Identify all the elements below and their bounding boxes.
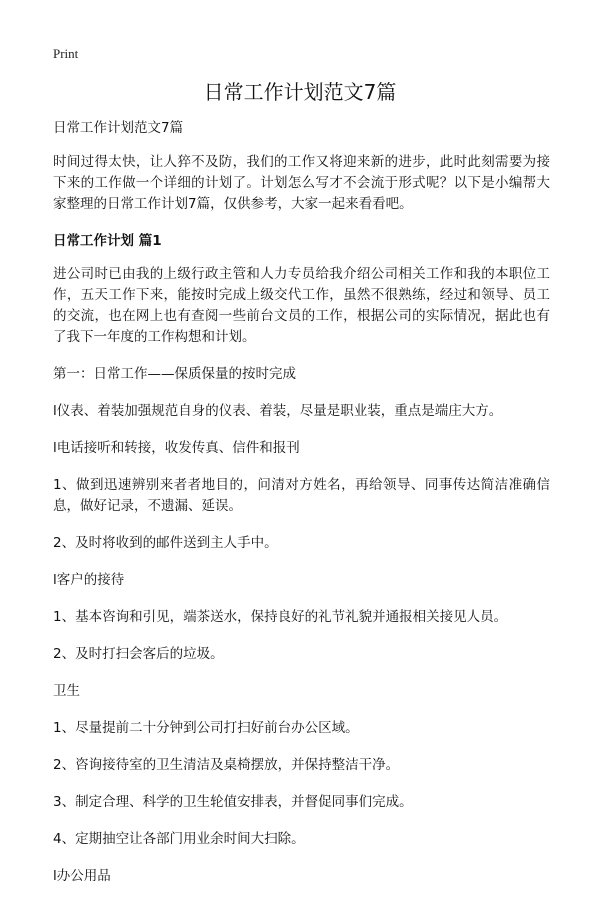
list-item: l仪表、着装加强规范自身的仪表、着装，尽量是职业装，重点是端庄大方。 [53, 403, 503, 419]
list-item: 1、基本咨询和引见，端茶送水，保持良好的礼节礼貌并通报相关接见人员。 [53, 609, 508, 625]
document-body [53, 118, 550, 903]
intro-paragraph: 时间过得太快，让人猝不及防，我们的工作又将迎来新的进步，此时此刻需要为接下来的工作做一个详细的计划了。计划怎么写才不会流于形式呢？以下是小编帮大家整理的日常工作计划7篇，仅供参考，大家一起来看看吧。 [53, 154, 550, 212]
list-item: 2、及时打扫会客后的垃圾。 [53, 646, 224, 662]
print-link[interactable]: Print [53, 46, 79, 61]
list-item: 4、定期抽空让各部门用业余时间大扫除。 [53, 831, 305, 847]
list-item: 2、咨询接待室的卫生清洁及桌椅摆放，并保持整洁干净。 [53, 757, 400, 773]
list-item: 2、及时将收到的邮件送到主人手中。 [53, 535, 278, 551]
document-title: 日常工作计划范文7篇 [203, 80, 397, 104]
part-heading: 第一：日常工作——保质保量的按时完成 [53, 366, 296, 382]
list-item: 1、尽量提前二十分钟到公司打扫好前台办公区域。 [53, 720, 359, 736]
document-subtitle: 日常工作计划范文7篇 [53, 120, 184, 136]
list-item: 3、制定合理、科学的卫生轮值安排表，并督促同事们完成。 [53, 794, 413, 810]
section-paragraph: 进公司时已由我的上级行政主管和人力专员给我介绍公司相关工作和我的本职位工作，五天工作下来，能按时完成上级交代工作，虽然不很熟练，经过和领导、员工的交流，也在网上也有查阅一些前台文员的工作，根据公司的实际情况，据此也有了我下一年度的工作构想和计划。 [53, 266, 550, 345]
list-item: l客户的接待 [53, 572, 125, 588]
section-heading: 日常工作计划 篇1 [53, 233, 162, 249]
list-item: l电话接听和转接，收发传真、信件和报刊 [53, 440, 300, 456]
list-item: 1、做到迅速辨别来者者地目的，问清对方姓名，再给领导、同事传达简洁准确信息，做好记录，不遗漏、延误。 [53, 477, 550, 514]
subheading: 卫生 [53, 683, 80, 699]
list-item: l办公用品 [53, 868, 111, 884]
